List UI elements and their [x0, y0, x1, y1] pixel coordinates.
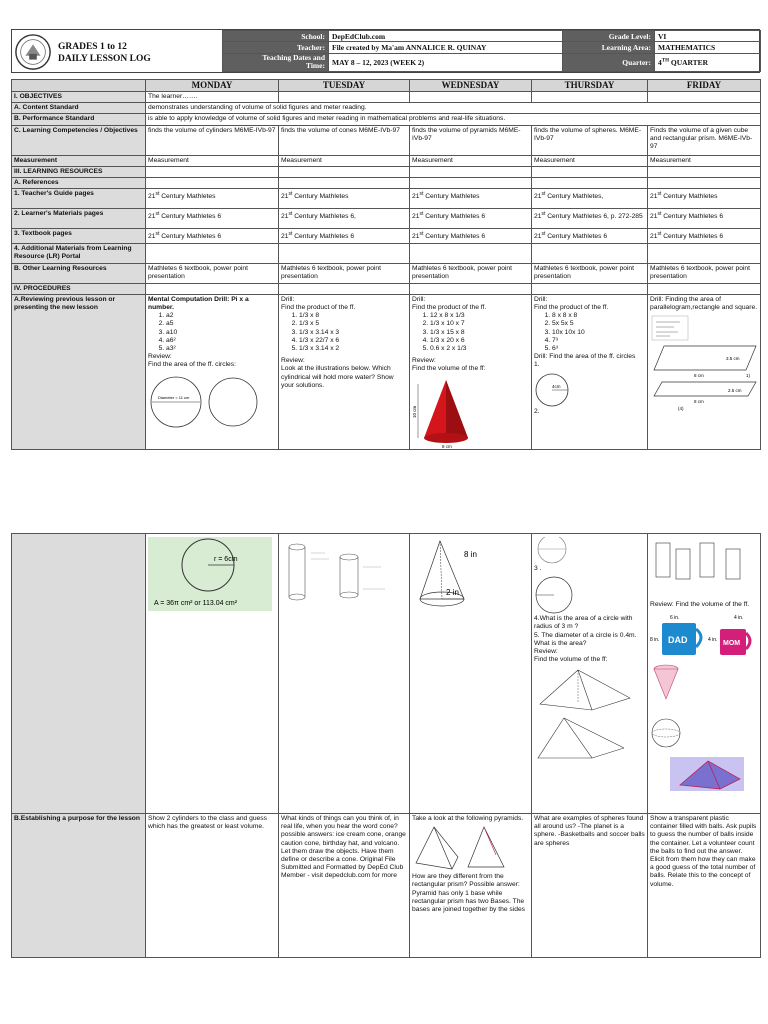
- mon-drill-list: [148, 312, 276, 353]
- content-standard-label: A. Content Standard: [12, 103, 146, 114]
- lm-friday: 21st Century Mathletes 6: [648, 209, 761, 229]
- list-item: 4. a6²: [166, 337, 276, 345]
- pyramids-compare-figure: [412, 825, 522, 873]
- learners-materials-label: 2. Learner's Materials pages: [12, 209, 146, 229]
- dates-label: [223, 53, 329, 71]
- circle-area-formula: A = 36π cm² or 113.04 cm²: [154, 600, 238, 607]
- p2-height-label: 2.5 cm: [728, 388, 742, 394]
- textbook-label: 3. Textbook pages: [12, 229, 146, 243]
- competency-thursday: finds the volume of spheres. M6ME-IVb-97: [532, 125, 648, 155]
- establishing-tuesday: What kinds of things can you think of, in real life, when you hear the word cone? possible answers: ice cream cone, orange caution cone, birthday hat, and volcano. Let them draw the objects. Have them define or describe a cone. Original File Submitted and Formatted by DepEd Club Member - visit depedclub.com for more: [279, 814, 410, 958]
- thu-review: Review:: [534, 648, 558, 656]
- day-friday: FRIDAY: [648, 80, 761, 92]
- dates-label-2: Time:: [305, 61, 325, 71]
- other-wednesday: Mathletes 6 textbook, power point presentation: [410, 263, 532, 283]
- mug1-side-label: 8 in.: [650, 637, 660, 644]
- circle-3-figure-a: [534, 537, 574, 565]
- teacher-value: File created by Ma'am ANNALICE R. QUINAY: [329, 42, 563, 53]
- objectives-label: I. OBJECTIVES: [12, 92, 146, 103]
- measurement-thursday: Measurement: [532, 155, 648, 166]
- reviewing-thursday: [532, 294, 648, 449]
- circle-radius-figure: [148, 537, 272, 611]
- deped-seal-icon: [14, 33, 52, 71]
- lm-thursday: 21st Century Mathletes 6, p. 272-285: [532, 209, 648, 229]
- competencies-label: C. Learning Competencies / Objectives: [12, 125, 146, 155]
- quarter-value: [655, 53, 761, 71]
- mug2-side-label: 4 in.: [708, 637, 718, 644]
- mug2-label: MOM: [723, 640, 741, 648]
- establishing-monday: Show 2 cylinders to the class and guess which has the greatest or least volume.: [146, 814, 279, 958]
- quarter-sup: TH: [661, 58, 669, 64]
- establishing-wednesday: [410, 814, 532, 958]
- thu-drill-heading: Find the product of the ff.: [534, 304, 609, 312]
- list-item: 3. 10x 10x 10: [552, 329, 645, 337]
- list-item: 1. 12 x 8 x 1/3: [430, 312, 529, 320]
- lesson-log-table-continued: [11, 533, 761, 958]
- wed-drill-list: [412, 312, 529, 353]
- two-cylinders-figure: [281, 537, 405, 609]
- tb-friday: 21st Century Mathletes 6: [648, 229, 761, 243]
- additional-materials-label: 4. Additional Materials from Learning Resource (LR) Portal: [12, 243, 146, 263]
- measurement-tuesday: Measurement: [279, 155, 410, 166]
- cone-8in-figure: [412, 537, 522, 613]
- list-item: 5. 1/3 x 3.14 x 2: [299, 345, 407, 353]
- wed-establish-extra: How are they different from the rectangular prism? Possible answer: Pyramid has only 1 base while rectangular prism has two Bases. The bases are joined together by the sides: [412, 873, 526, 914]
- other-monday: Mathletes 6 textbook, power point presentation: [146, 263, 279, 283]
- list-item: 5. 0.6 x 2 x 1/3: [430, 345, 529, 353]
- thu-item3-number: 3 .: [534, 565, 542, 572]
- sphere-figure: [650, 715, 756, 755]
- list-item: 4. 7³: [552, 337, 645, 345]
- day-thursday: THURSDAY: [532, 80, 648, 92]
- competency-wednesday: finds the volume of pyramids M6ME-IVb-97: [410, 125, 532, 155]
- list-item: 3. a10: [166, 329, 276, 337]
- thu-q4: 4.What is the area of a circle with radius of 3 m ?: [534, 615, 633, 631]
- dates-value: MAY 8 – 12, 2023 (WEEK 2): [329, 53, 563, 71]
- p1-height-label: 3.5 cm: [726, 356, 740, 362]
- wed-review: Review:: [412, 357, 436, 365]
- teachers-guide-label: 1. Teacher's Guide pages: [12, 189, 146, 209]
- parallelograms-figure: [650, 344, 758, 412]
- header-box: [11, 29, 760, 73]
- thu-item2-number: 2.: [534, 407, 540, 415]
- other-thursday: Mathletes 6 textbook, power point presentation: [532, 263, 648, 283]
- area-label: Learning Area:: [563, 42, 655, 53]
- procedures-label: IV. PROCEDURES: [12, 283, 146, 294]
- list-item: 1. a2: [166, 312, 276, 320]
- reviewing-wednesday: [410, 294, 532, 449]
- header-info-table: [222, 30, 761, 72]
- tb-thursday: 21st Century Mathletes 6: [532, 229, 648, 243]
- fri-drill-heading: Drill: Finding the area of parallelogram,rectangle and square.: [650, 295, 758, 312]
- area-formula-figure: [650, 314, 690, 342]
- circle-diameter-label: Diameter = 11 cm: [158, 394, 190, 400]
- cont-friday: [648, 534, 761, 814]
- reviewing-label: A.Reviewing previous lesson or presenting the new lesson: [12, 294, 146, 449]
- corner-cell: [12, 80, 146, 92]
- competency-tuesday: finds the volume of cones M6ME-IVb-97: [279, 125, 410, 155]
- list-item: 1. 1/3 x 8: [299, 312, 407, 320]
- reviewing-tuesday: [279, 294, 410, 449]
- grade-label: Grade Level:: [563, 31, 655, 42]
- list-item: 5. a3²: [166, 345, 276, 353]
- cont-tuesday: [279, 534, 410, 814]
- performance-standard-label: B. Performance Standard: [12, 114, 146, 125]
- wed-review-task: Find the volume of the ff:: [412, 365, 486, 373]
- cone-width-label: 8 cm: [442, 443, 452, 448]
- competency-friday: Finds the volume of a given cube and rectangular prism. M6ME-IVb-97: [648, 125, 761, 155]
- lm-monday: 21st Century Mathletes 6: [146, 209, 279, 229]
- learning-resources-label: III. LEARNING RESOURCES: [12, 166, 146, 177]
- list-item: 2. 5x 5x 5: [552, 320, 645, 328]
- mug2-top-label: 4 in.: [734, 615, 744, 622]
- pyramid-colored-figure: [650, 757, 756, 793]
- measurement-monday: Measurement: [146, 155, 279, 166]
- establishing-label: B.Establishing a purpose for the lesson: [12, 814, 146, 958]
- cone-base-label: 2 in: [446, 588, 459, 597]
- wed-drill-heading: Find the product of the ff.: [412, 304, 487, 312]
- reviewing-monday: [146, 294, 279, 449]
- mon-review: Review:: [148, 353, 172, 361]
- measurement-wednesday: Measurement: [410, 155, 532, 166]
- school-value: DepEdClub.com: [329, 31, 563, 42]
- cont-wednesday: [410, 534, 532, 814]
- establishing-thursday: What are examples of spheres found all around us? -The planet is a sphere. -Basketballs and soccer balls are spheres: [532, 814, 648, 958]
- tg-thursday: 21st Century Mathletes,: [532, 189, 648, 209]
- tg-monday: 21st Century Mathletes: [146, 189, 279, 209]
- cone-sphere-figure: [650, 661, 756, 713]
- day-monday: MONDAY: [146, 80, 279, 92]
- wed-drill: Drill:: [412, 295, 426, 303]
- content-standard-text: demonstrates understanding of volume of solid figures and meter reading.: [146, 103, 761, 114]
- mug1-label: DAD: [668, 635, 688, 646]
- circle-4cm-figure: [534, 372, 574, 408]
- mon-drill-heading: Mental Computation Drill: Pi x a number.: [148, 295, 249, 312]
- quarter-num: 4: [658, 57, 662, 67]
- measurement-label: Measurement: [12, 155, 146, 166]
- mugs-figure: [650, 611, 756, 659]
- tue-drill: Drill:: [281, 295, 295, 303]
- wed-establish-text: Take a look at the following pyramids.: [412, 815, 524, 822]
- list-item: 4. 1/3 x 20 x 6: [430, 337, 529, 345]
- school-label: School:: [223, 31, 329, 42]
- cont-thursday: [532, 534, 648, 814]
- list-item: 2. 1/3 x 5: [299, 320, 407, 328]
- cont-monday: [146, 534, 279, 814]
- tue-drill-list: [281, 312, 407, 353]
- tb-tuesday: 21st Century Mathletes 6: [279, 229, 410, 243]
- cone-slant-label: 8 in: [464, 550, 477, 559]
- other-tuesday: Mathletes 6 textbook, power point presentation: [279, 263, 410, 283]
- grade-value: VI: [655, 31, 761, 42]
- lesson-log-table: [11, 79, 761, 450]
- list-item: 5. 6³: [552, 345, 645, 353]
- p2-base-label: 8 cm: [694, 399, 704, 405]
- tue-review: Review:: [281, 357, 305, 365]
- list-item: 4. 1/3 x 22/7 x 6: [299, 337, 407, 345]
- tue-drill-heading: Find the product of the ff.: [281, 304, 356, 312]
- objectives-text: The learner…….: [146, 92, 279, 103]
- continuation-label-cell: [12, 534, 146, 814]
- establishing-friday: Show a transparent plastic container filled with balls. Ask pupils to guess the number of balls inside the container. Let a volunteer count the balls to find out the answer. Elicit from them how they can make a good guess of the total number of balls. Relate this to the concept of volume.: [648, 814, 761, 958]
- list-item: 3. 1/3 x 3.14 x 3: [299, 329, 407, 337]
- circle-radius-label: r = 6cm: [214, 556, 238, 563]
- lm-tuesday: 21st Century Mathletes 6,: [279, 209, 410, 229]
- red-cone-figure: [412, 376, 472, 448]
- mug1-top-label: 6 in.: [670, 615, 680, 622]
- pyramids-review-figure: [534, 666, 642, 762]
- tb-monday: 21st Century Mathletes 6: [146, 229, 279, 243]
- circles-figure: [148, 372, 272, 428]
- tg-wednesday: 21st Century Mathletes: [410, 189, 532, 209]
- quarter-label: Quarter:: [563, 53, 655, 71]
- header-title-line1: GRADES 1 to 12: [58, 42, 127, 52]
- other-friday: Mathletes 6 textbook, power point presentation: [648, 263, 761, 283]
- tb-wednesday: 21st Century Mathletes 6: [410, 229, 532, 243]
- performance-standard-text: is able to apply knowledge of volume of solid figures and meter reading in mathematical problems and real-life situations.: [146, 114, 761, 125]
- p1-base-label: 8 cm: [694, 373, 704, 379]
- tue-review-task: Look at the illustrations below. Which cylindrical will hold more water? Show your solutions.: [281, 365, 394, 389]
- thu-drill: Drill:: [534, 295, 548, 303]
- list-item: 2. 1/3 x 10 x 7: [430, 320, 529, 328]
- thu-item1-number: 1.: [534, 361, 540, 369]
- area-value: MATHEMATICS: [655, 42, 761, 53]
- circle-3-figure-b: [534, 575, 576, 615]
- quarter-word: QUARTER: [670, 57, 709, 67]
- day-wednesday: WEDNESDAY: [410, 80, 532, 92]
- thu-q5: 5. The diameter of a circle is 0.4m. What is the area?: [534, 631, 637, 647]
- lm-wednesday: 21st Century Mathletes 6: [410, 209, 532, 229]
- list-item: 3. 1/3 x 15 x 8: [430, 329, 529, 337]
- circle-4cm-label: 4cm: [552, 383, 561, 389]
- header-title-line2: DAILY LESSON LOG: [58, 54, 151, 64]
- rectangles-figure: [650, 537, 756, 601]
- p1-number-label: 1): [746, 373, 751, 379]
- tg-tuesday: 21st Century Mathletes: [279, 189, 410, 209]
- cone-height-label: 10 cm: [412, 405, 417, 418]
- reviewing-friday: [648, 294, 761, 449]
- mon-review-task: Find the area of the ff. circles:: [148, 361, 236, 369]
- competency-monday: finds the volume of cylinders M6ME-IVb-97: [146, 125, 279, 155]
- dates-label-1: Teaching Dates and: [262, 53, 325, 63]
- p2-number-label: (4): [678, 406, 684, 412]
- references-label: A. References: [12, 178, 146, 189]
- teacher-label: Teacher:: [223, 42, 329, 53]
- other-resources-label: B. Other Learning Resources: [12, 263, 146, 283]
- list-item: 2. a5: [166, 320, 276, 328]
- tg-friday: 21st Century Mathletes: [648, 189, 761, 209]
- thu-drill2: Drill: Find the area of the ff. circles: [534, 353, 636, 361]
- thu-review-task: Find the volume of the ff:: [534, 656, 608, 664]
- fri-review: Review: Find the volume of the ff.: [650, 601, 750, 608]
- thu-drill-list: [534, 312, 645, 353]
- measurement-friday: Measurement: [648, 155, 761, 166]
- day-tuesday: TUESDAY: [279, 80, 410, 92]
- list-item: 1. 8 x 8 x 8: [552, 312, 645, 320]
